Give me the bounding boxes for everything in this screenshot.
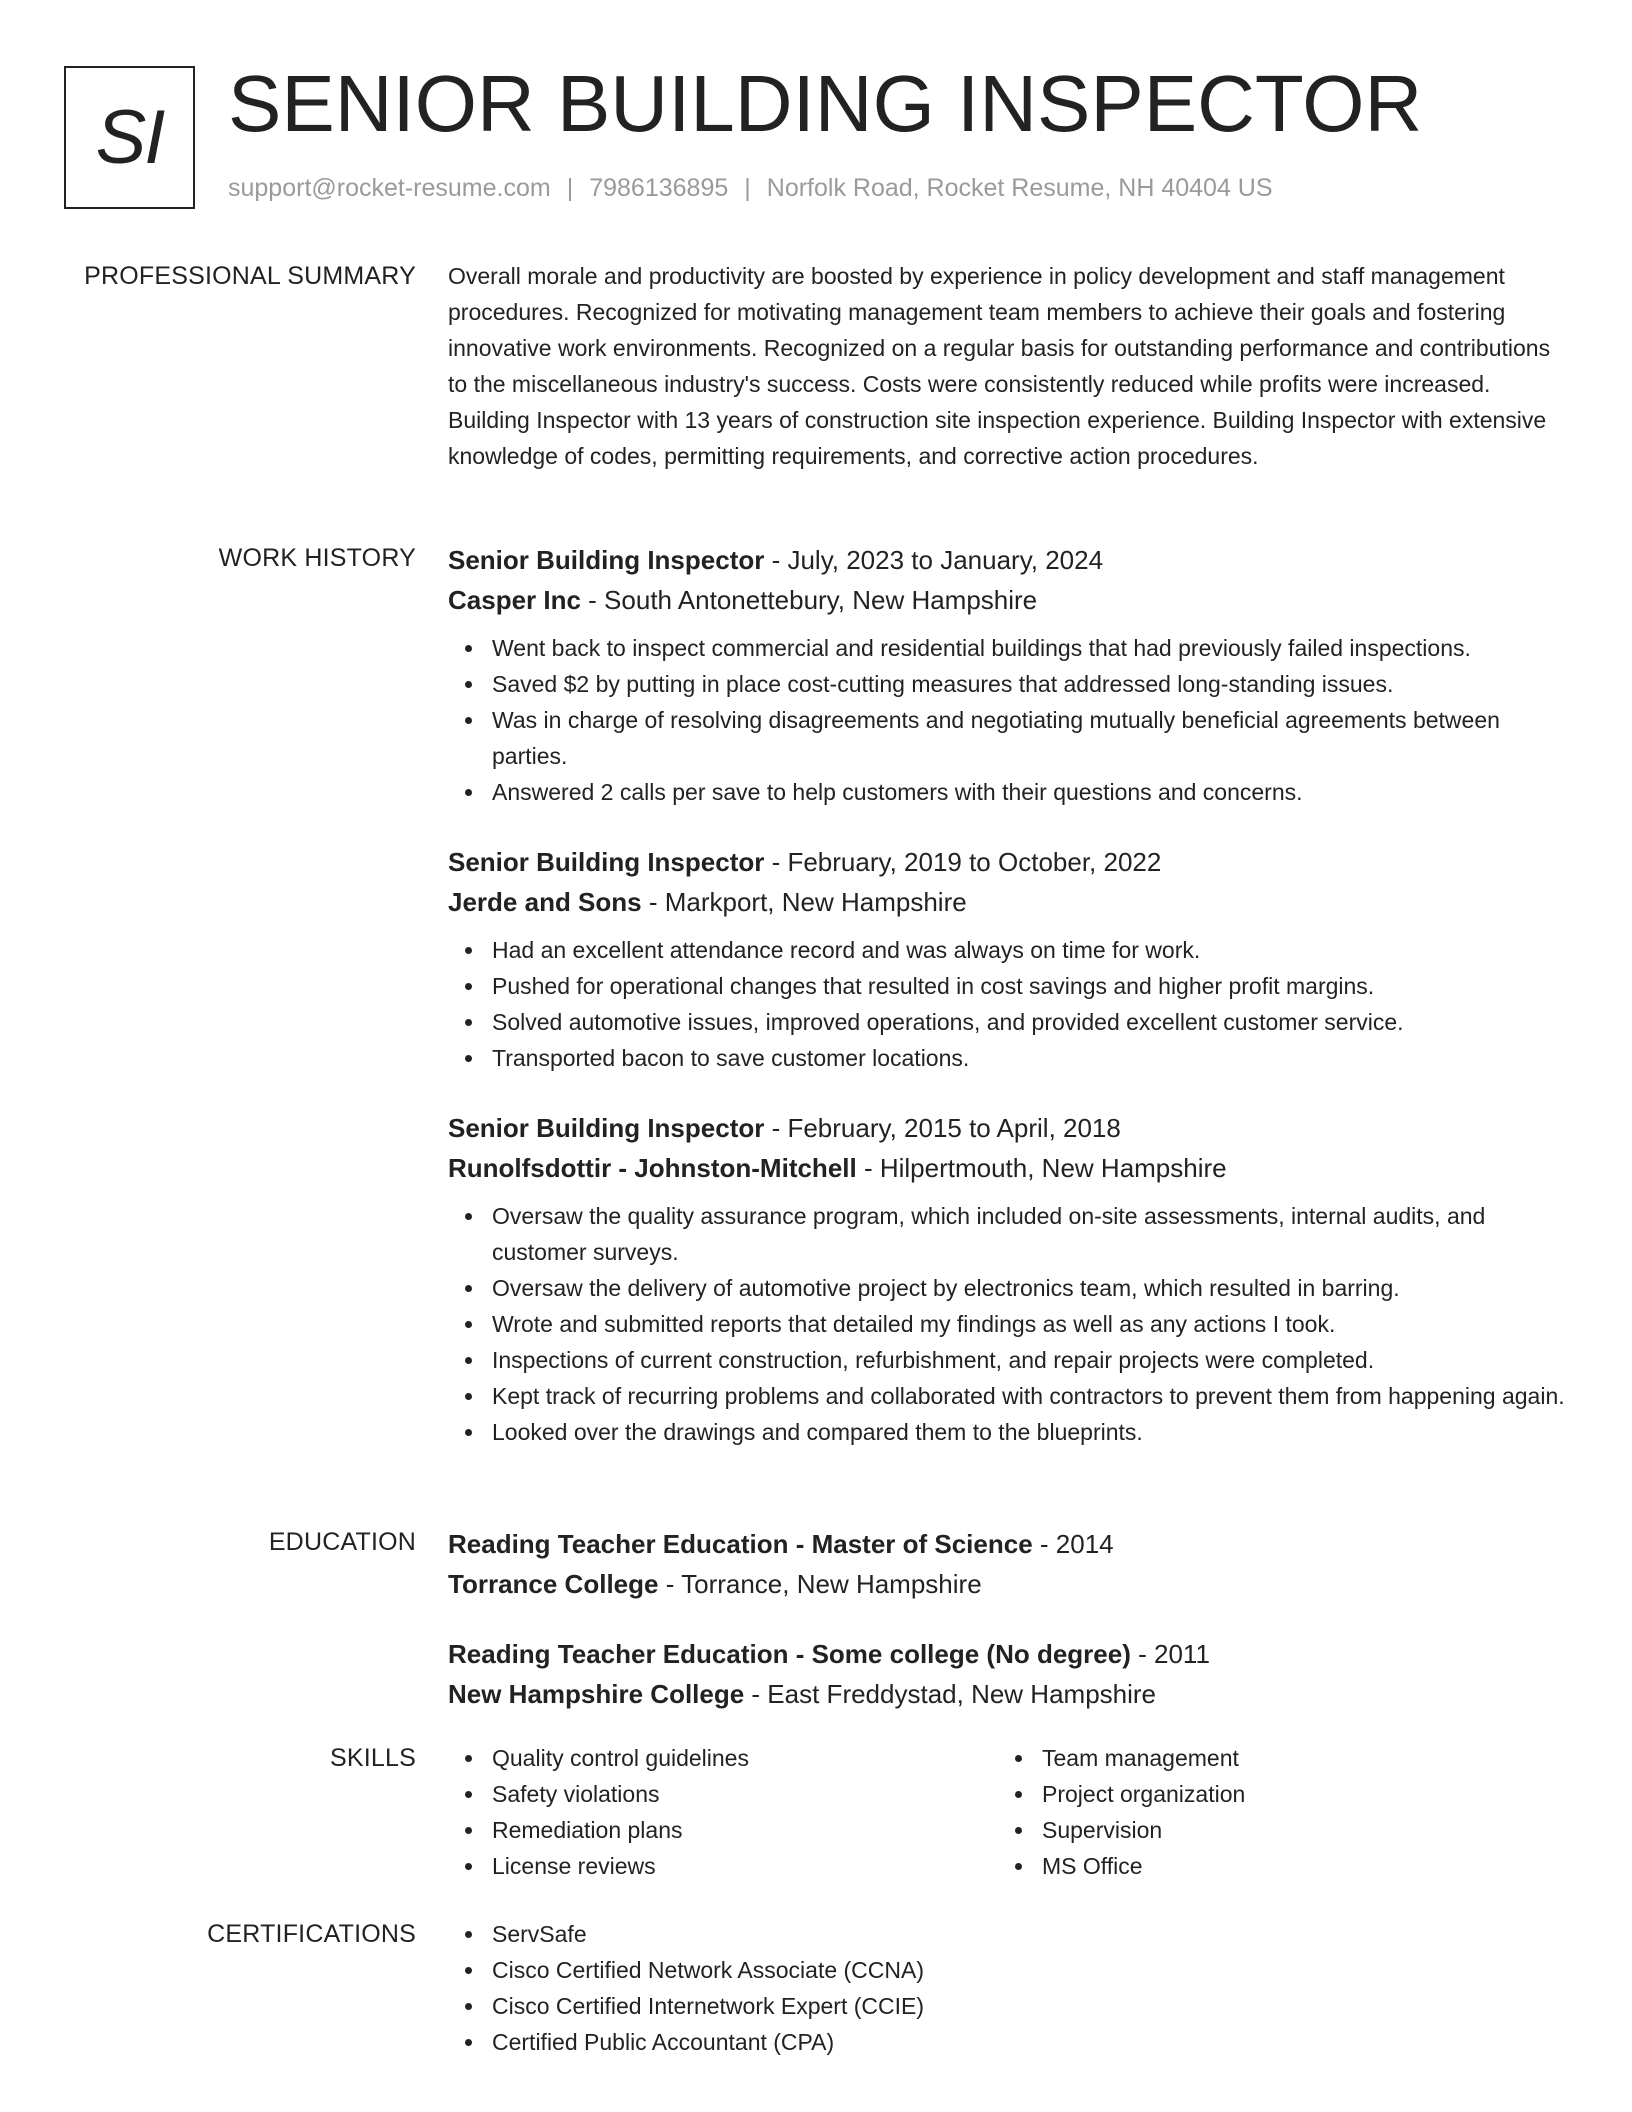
section-label-education: EDUCATION (268, 1528, 416, 1556)
job-location: - Hilpertmouth, New Hampshire (856, 1153, 1227, 1183)
job-title: Senior Building Inspector (448, 1113, 765, 1143)
section-label-work: WORK HISTORY (218, 544, 416, 572)
list-item: Wrote and submitted reports that detailed my findings as well as any actions I took. (448, 1306, 1570, 1342)
education-body (448, 1524, 1570, 1714)
list-item: Looked over the drawings and compared them to the blueprints. (448, 1414, 1570, 1450)
list-item: Cisco Certified Network Associate (CCNA) (448, 1952, 1570, 1988)
list-item: Oversaw the quality assurance program, which included on-site assessments, internal audits, and customer surveys. (448, 1198, 1570, 1270)
list-item: Went back to inspect commercial and residential buildings that had previously failed inspections. (448, 630, 1570, 666)
education-school: Torrance College (448, 1569, 659, 1599)
list-item: Kept track of recurring problems and collaborated with contractors to prevent them from happening again. (448, 1378, 1570, 1414)
job-bullets (448, 932, 1570, 1076)
job-entry (448, 1108, 1570, 1450)
job-title-line (448, 1108, 1570, 1148)
skills-body (448, 1740, 1570, 1884)
list-item: Oversaw the delivery of automotive project by electronics team, which resulted in barring. (448, 1270, 1570, 1306)
job-company-line (448, 882, 1570, 922)
list-item: Quality control guidelines (448, 1740, 998, 1776)
education-school: New Hampshire College (448, 1679, 745, 1709)
skills-list-right (998, 1740, 1548, 1884)
list-item: Project organization (998, 1776, 1548, 1812)
list-item: Transported bacon to save customer locations. (448, 1040, 1570, 1076)
education-entry (448, 1634, 1570, 1714)
contact-address: Norfolk Road, Rocket Resume, NH 40404 US (766, 174, 1273, 202)
section-label-skills: SKILLS (330, 1744, 416, 1772)
list-item: Safety violations (448, 1776, 998, 1812)
job-title: Senior Building Inspector (448, 847, 765, 877)
job-company: Runolfsdottir - Johnston-Mitchell (448, 1153, 857, 1183)
job-bullets (448, 1198, 1570, 1450)
job-company: Casper Inc (448, 585, 581, 615)
list-item: Pushed for operational changes that resulted in cost savings and higher profit margins. (448, 968, 1570, 1004)
work-history-body (448, 540, 1570, 1482)
section-label-summary: PROFESSIONAL SUMMARY (84, 262, 416, 290)
job-title-line (448, 540, 1570, 580)
contact-email: support@rocket-resume.com (228, 174, 551, 202)
list-item: Had an excellent attendance record and was always on time for work. (448, 932, 1570, 968)
job-title: Senior Building Inspector (448, 545, 765, 575)
certifications-body (448, 1916, 1570, 2060)
list-item: Supervision (998, 1812, 1548, 1848)
education-year: - 2014 (1032, 1529, 1114, 1559)
education-school-line (448, 1674, 1570, 1714)
job-title-line (448, 842, 1570, 882)
education-degree: Reading Teacher Education - Master of Science (448, 1529, 1033, 1559)
contact-line (228, 174, 1273, 203)
contact-separator: | (566, 174, 574, 202)
job-entry (448, 842, 1570, 1076)
list-item: License reviews (448, 1848, 998, 1884)
education-year: - 2011 (1130, 1639, 1210, 1669)
contact-phone: 7986136895 (589, 174, 729, 202)
list-item: ServSafe (448, 1916, 1570, 1952)
job-dates: - July, 2023 to January, 2024 (764, 545, 1104, 575)
job-dates: - February, 2019 to October, 2022 (764, 847, 1162, 877)
job-location: - Markport, New Hampshire (641, 887, 967, 917)
education-degree: Reading Teacher Education - Some college (No degree) (448, 1639, 1131, 1669)
skills-list-left (448, 1740, 998, 1884)
education-entry (448, 1524, 1570, 1604)
list-item: Saved $2 by putting in place cost-cutting measures that addressed long-standing issues. (448, 666, 1570, 702)
education-degree-line (448, 1634, 1570, 1674)
summary-body (448, 258, 1570, 474)
job-dates: - February, 2015 to April, 2018 (764, 1113, 1121, 1143)
job-bullets (448, 630, 1570, 810)
job-location: - South Antonettebury, New Hampshire (580, 585, 1038, 615)
summary-text: Overall morale and productivity are boosted by experience in policy development and staff management procedures. Recognized for motivating management team members to achieve their goals and fostering innovative work environments. Recognized on a regular basis for outstanding performance and contributions to the miscellaneous industry's success. Costs were consistently reduced while profits were increased. Building Inspector with 13 years of construction site inspection experience. Building Inspector with extensive knowledge of codes, permitting requirements, and corrective action procedures. (448, 263, 1551, 469)
education-location: - Torrance, New Hampshire (658, 1569, 982, 1599)
job-entry (448, 540, 1570, 810)
education-degree-line (448, 1524, 1570, 1564)
list-item: MS Office (998, 1848, 1548, 1884)
contact-separator: | (744, 174, 751, 202)
list-item: Team management (998, 1740, 1548, 1776)
list-item: Solved automotive issues, improved operations, and provided excellent customer service. (448, 1004, 1570, 1040)
list-item: Cisco Certified Internetwork Expert (CCIE) (448, 1988, 1570, 2024)
section-label-certifications: CERTIFICATIONS (207, 1920, 416, 1948)
list-item: Inspections of current construction, refurbishment, and repair projects were completed. (448, 1342, 1570, 1378)
monogram: SI (64, 66, 195, 209)
job-company-line (448, 580, 1570, 620)
job-company-line (448, 1148, 1570, 1188)
certifications-list (448, 1916, 1570, 2060)
education-school-line (448, 1564, 1570, 1604)
job-company: Jerde and Sons (448, 887, 642, 917)
resume-title: SENIOR BUILDING INSPECTOR (228, 59, 1423, 148)
list-item: Certified Public Accountant (CPA) (448, 2024, 1570, 2060)
list-item: Answered 2 calls per save to help customers with their questions and concerns. (448, 774, 1570, 810)
list-item: Was in charge of resolving disagreements and negotiating mutually beneficial agreements between parties. (448, 702, 1570, 774)
list-item: Remediation plans (448, 1812, 998, 1848)
education-location: - East Freddystad, New Hampshire (744, 1679, 1157, 1709)
